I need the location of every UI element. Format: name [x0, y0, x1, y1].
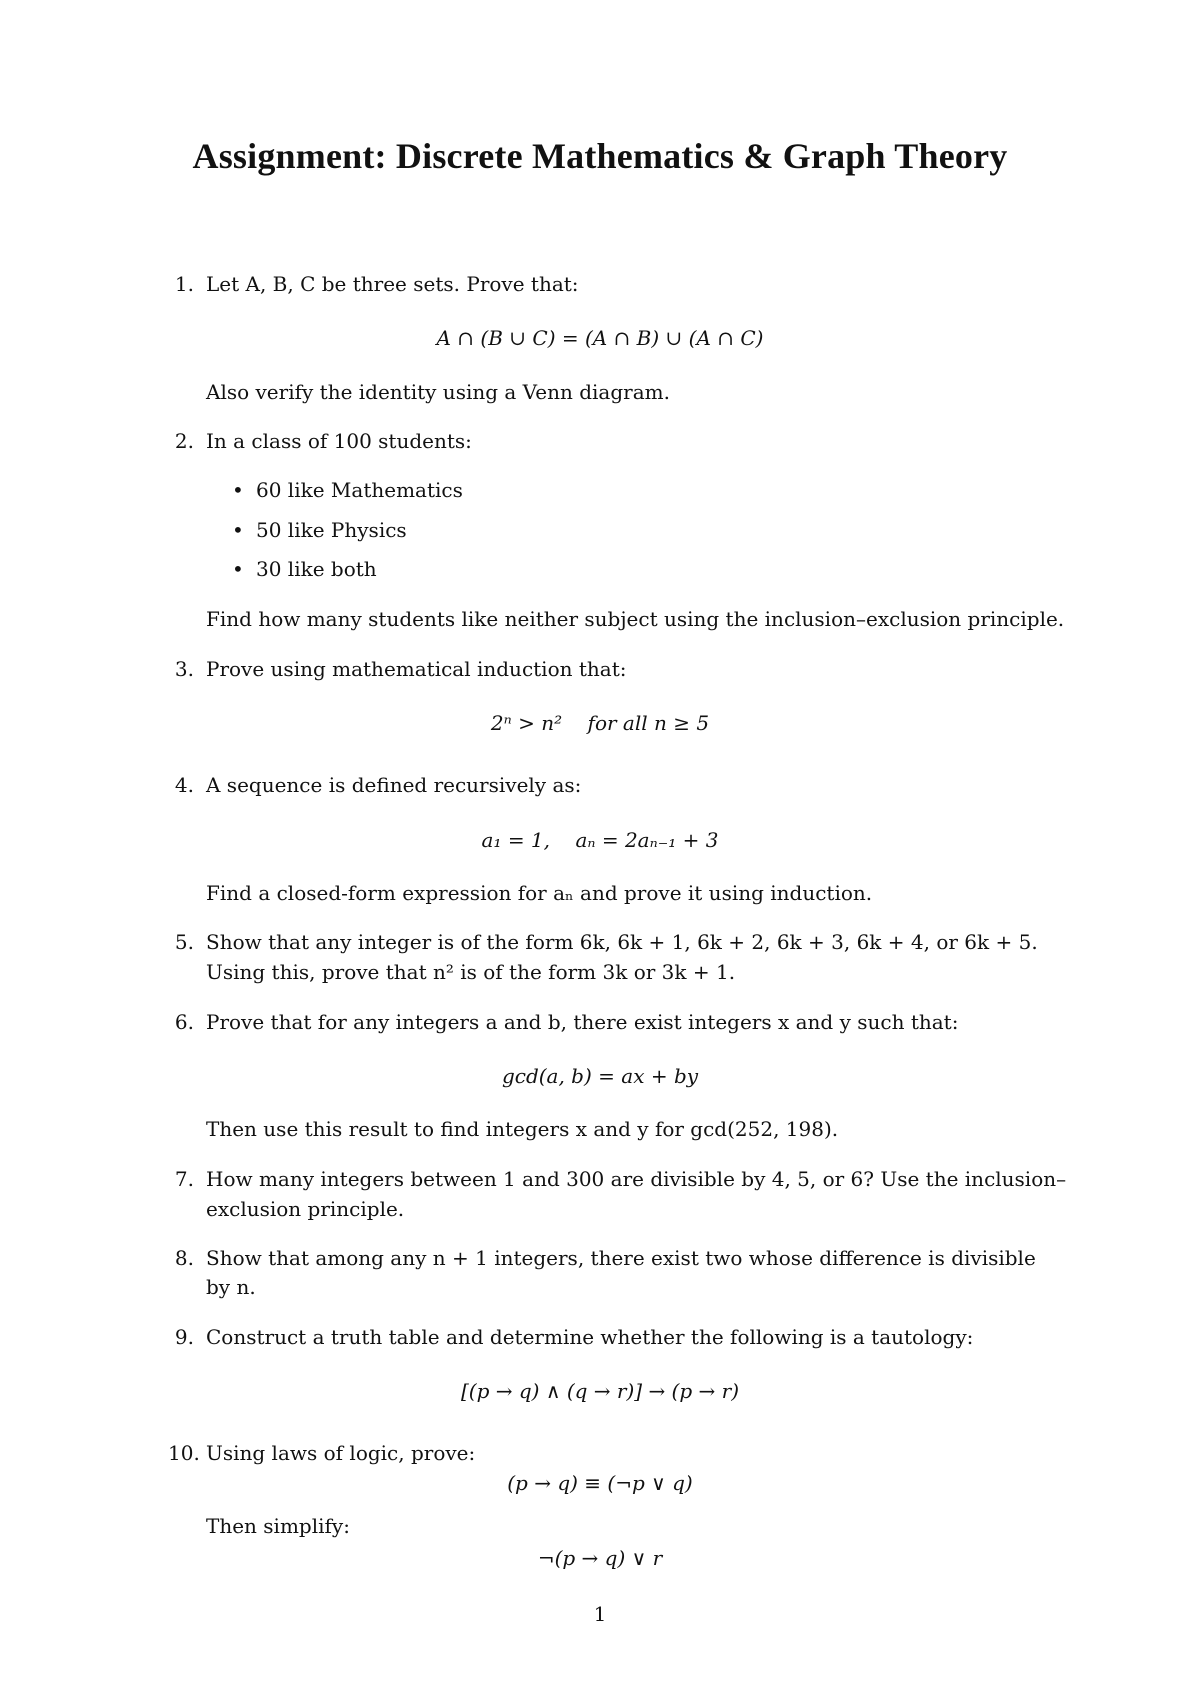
- problem-text: Show that among any n + 1 integers, there exist two whose difference is divisible: [206, 1246, 1036, 1270]
- problem-text: Using this, prove that n² is of the form 3k or 3k + 1.: [206, 960, 736, 984]
- problem-text: exclusion principle.: [206, 1197, 405, 1221]
- problem-text: Find a closed-form expression for aₙ and prove it using induction.: [206, 881, 873, 905]
- list-item: 60 like Mathematics: [256, 478, 463, 502]
- problem-number: 7.: [174, 1167, 194, 1191]
- problem-text: How many integers between 1 and 300 are divisible by 4, 5, or 6? Use the inclusion–: [206, 1167, 1067, 1191]
- problem-text: Let A, B, C be three sets. Prove that:: [206, 272, 579, 296]
- problem-number: 6.: [174, 1010, 194, 1034]
- problem-text: Then use this result to find integers x and y for gcd(252, 198).: [206, 1117, 839, 1141]
- problem-number: 8.: [174, 1246, 194, 1270]
- problem-text: Prove using mathematical induction that:: [206, 657, 627, 681]
- problem-text: Using laws of logic, prove:: [206, 1441, 476, 1465]
- problem-text: In a class of 100 students:: [206, 429, 472, 453]
- page-number: 1: [593, 1602, 607, 1626]
- problem-number: 10.: [168, 1441, 200, 1465]
- page-title: Assignment: Discrete Mathematics & Graph Theory: [192, 136, 1008, 176]
- list-item: 50 like Physics: [256, 518, 407, 542]
- problem-number: 5.: [174, 930, 194, 954]
- bullet-icon: •: [232, 557, 244, 581]
- equation: gcd(a, b) = ax + by: [501, 1064, 699, 1088]
- equation: A ∩ (B ∪ C) = (A ∩ B) ∪ (A ∩ C): [436, 326, 764, 350]
- list-item: 30 like both: [256, 557, 377, 581]
- equation: ¬(p → q) ∨ r: [537, 1546, 663, 1570]
- equation: 2ⁿ > n² for all n ≥ 5: [490, 711, 710, 735]
- equation: [(p → q) ∧ (q → r)] → (p → r): [461, 1379, 739, 1403]
- problem-number: 9.: [174, 1325, 194, 1349]
- problem-text: Find how many students like neither subject using the inclusion–exclusion principle.: [206, 607, 1065, 631]
- problem-text: Show that any integer is of the form 6k, 6k + 1, 6k + 2, 6k + 3, 6k + 4, or 6k + 5.: [206, 930, 1038, 954]
- problem-text: A sequence is defined recursively as:: [206, 773, 582, 797]
- problem-text: Construct a truth table and determine whether the following is a tautology:: [206, 1325, 974, 1349]
- problem-text: by n.: [206, 1275, 256, 1299]
- bullet-icon: •: [232, 518, 244, 542]
- problem-number: 4.: [174, 773, 194, 797]
- bullet-icon: •: [232, 478, 244, 502]
- equation: a₁ = 1, aₙ = 2aₙ₋₁ + 3: [481, 828, 719, 852]
- problem-number: 3.: [174, 657, 194, 681]
- problem-number: 1.: [174, 272, 194, 296]
- problem-number: 2.: [174, 429, 194, 453]
- problem-text: Also verify the identity using a Venn diagram.: [206, 380, 670, 404]
- equation: (p → q) ≡ (¬p ∨ q): [507, 1471, 693, 1495]
- problem-text: Prove that for any integers a and b, there exist integers x and y such that:: [206, 1010, 959, 1034]
- problem-text: Then simplify:: [206, 1514, 350, 1538]
